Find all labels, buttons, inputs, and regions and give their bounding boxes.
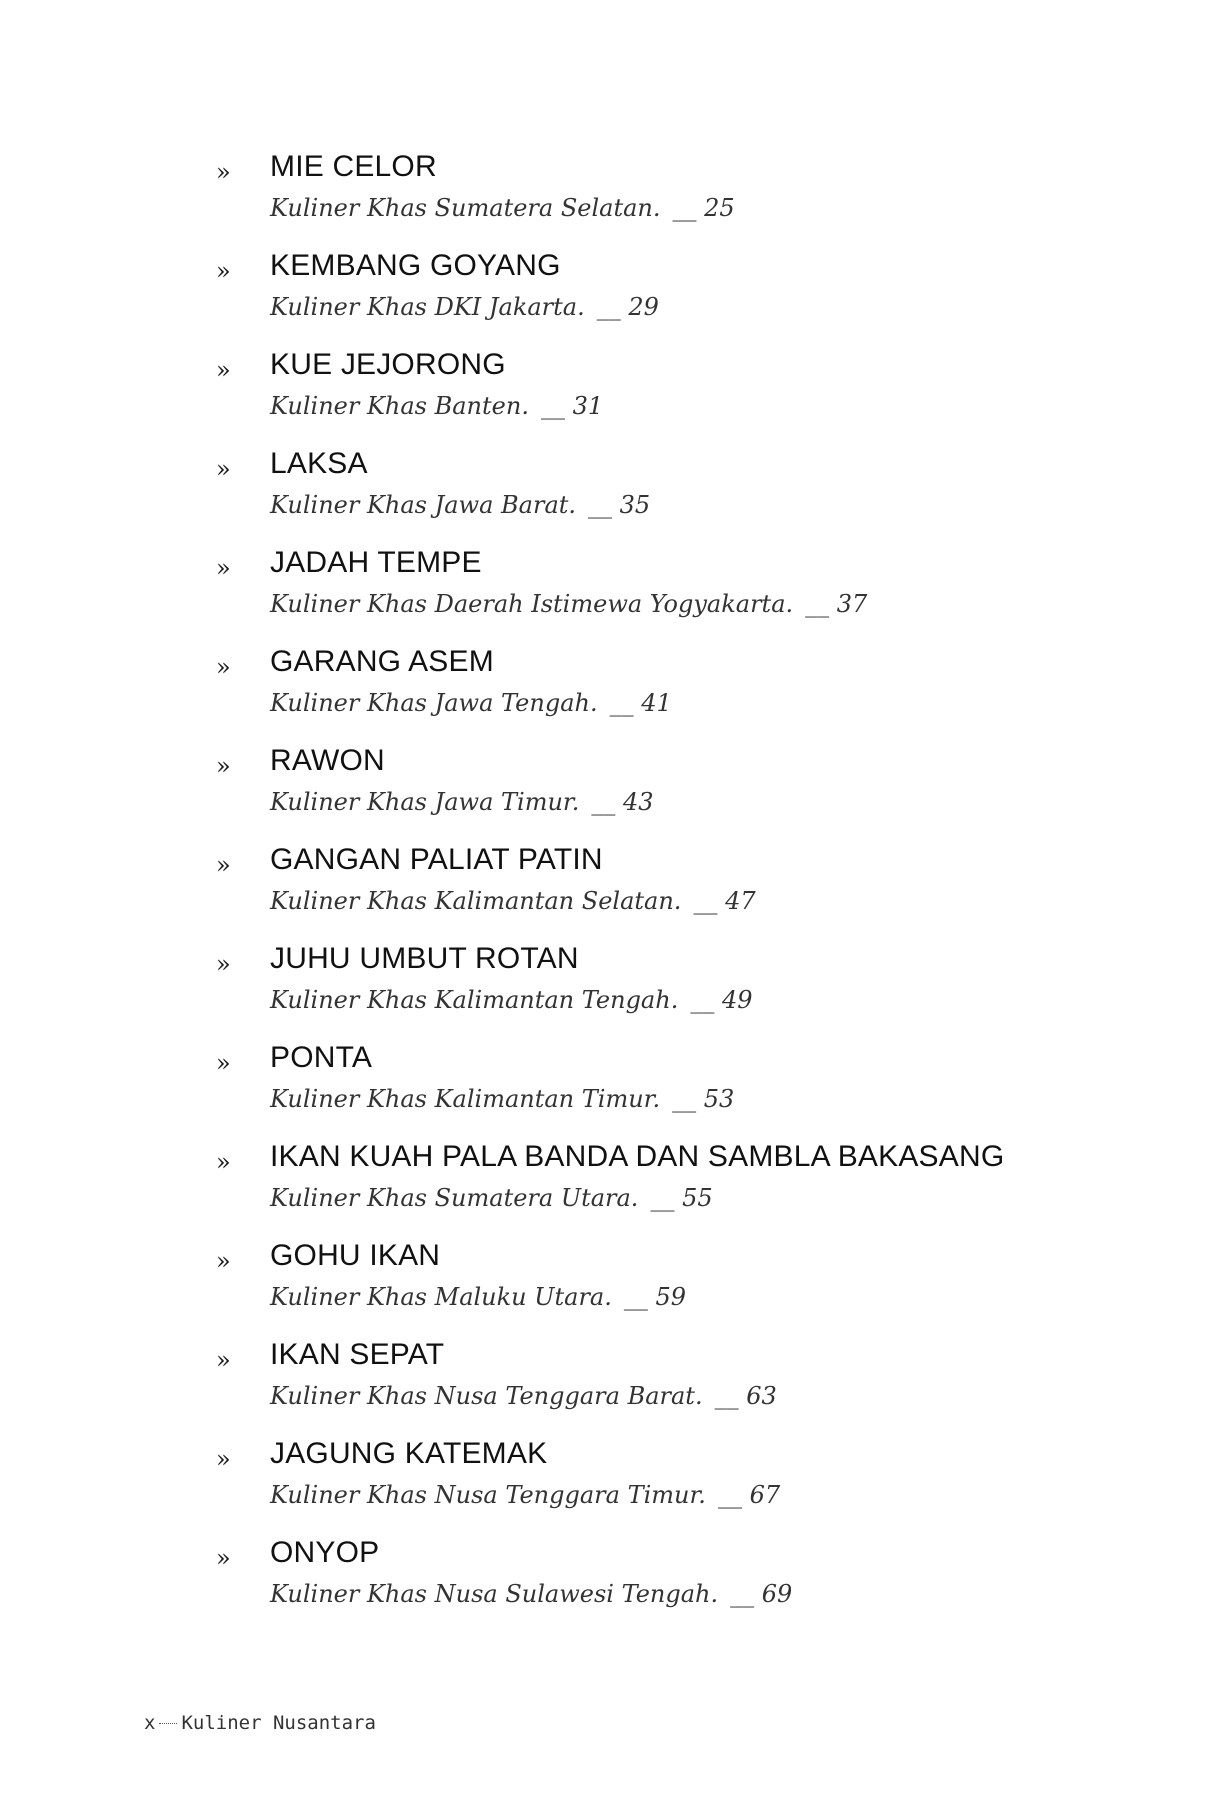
entry-title: GOHU IKAN [270,1239,441,1272]
entry-page: __ 41 [609,689,672,717]
bullet-icon: » [216,455,231,483]
entry-page: __ 59 [623,1283,687,1311]
entry-title: GANGAN PALIAT PATIN [270,843,603,876]
entry-description [270,887,756,915]
entry-description [270,293,659,321]
entry-page: __ 29 [596,293,659,321]
entry-page: __ 31 [540,392,604,420]
entry-description [270,1382,777,1410]
entry-description [270,1481,780,1509]
entry-page: __ 69 [730,1580,793,1608]
entry-region: Kuliner Khas Nusa Sulawesi Tengah. [270,1580,719,1608]
bullet-icon: » [216,1247,231,1275]
entry-region: Kuliner Khas Banten. [270,392,529,420]
bullet-icon: » [216,752,231,780]
entry-region: Kuliner Khas Kalimantan Selatan. [270,887,682,915]
bullet-icon: » [216,356,231,384]
toc-entry [0,249,1221,349]
entry-title: PONTA [270,1041,373,1074]
entry-title: KUE JEJORONG [270,348,506,381]
entry-description [270,1184,713,1212]
bullet-icon: » [216,1445,231,1473]
entry-page: __ 67 [717,1481,781,1509]
entry-page: __ 63 [714,1382,777,1410]
entry-page: __ 49 [690,986,753,1014]
bullet-icon: » [216,257,231,285]
entry-region: Kuliner Khas Nusa Tenggara Barat. [270,1382,703,1410]
entry-page: __ 47 [693,887,756,915]
entry-description [270,1283,686,1311]
entry-description [270,689,672,717]
toc-entry [0,843,1221,943]
dotted-separator [159,1723,177,1724]
entry-title: LAKSA [270,447,368,480]
entry-region: Kuliner Khas Daerah Istimewa Yogyakarta. [270,590,794,618]
toc-entry [0,744,1221,844]
toc-entry [0,348,1221,448]
toc-entry [0,1041,1221,1141]
bullet-icon: » [216,158,231,186]
entry-description [270,986,753,1014]
entry-region: Kuliner Khas Jawa Barat. [270,491,577,519]
bullet-icon: » [216,1049,231,1077]
entry-page: __ 55 [650,1184,713,1212]
entry-title: JUHU UMBUT ROTAN [270,942,579,975]
bullet-icon: » [216,554,231,582]
toc-entry [0,1140,1221,1240]
page-footer [144,1712,376,1734]
toc-entry [0,150,1221,250]
entry-region: Kuliner Khas Kalimantan Tengah. [270,986,679,1014]
entry-region: Kuliner Khas Sumatera Utara. [270,1184,639,1212]
toc-entry [0,1536,1221,1636]
entry-description [270,194,735,222]
entry-description [270,590,867,618]
bullet-icon: » [216,653,231,681]
entry-page: __ 37 [805,590,868,618]
entry-title: GARANG ASEM [270,645,494,678]
entry-title: JADAH TEMPE [270,546,482,579]
entry-title: ONYOP [270,1536,380,1569]
entry-region: Kuliner Khas Nusa Tenggara Timur. [270,1481,706,1509]
entry-title: IKAN SEPAT [270,1338,445,1371]
entry-description [270,491,650,519]
entry-page: __ 53 [672,1085,735,1113]
entry-region: Kuliner Khas Maluku Utara. [270,1283,612,1311]
entry-title: MIE CELOR [270,150,437,183]
bullet-icon: » [216,1544,231,1572]
entry-region: Kuliner Khas Jawa Timur. [270,788,580,816]
entry-description [270,392,603,420]
entry-region: Kuliner Khas Sumatera Selatan. [270,194,661,222]
toc-entry [0,1338,1221,1438]
entry-description [270,1085,734,1113]
entry-description [270,1580,792,1608]
toc-entry [0,942,1221,1042]
entry-region: Kuliner Khas Kalimantan Timur. [270,1085,661,1113]
entry-region: Kuliner Khas Jawa Tengah. [270,689,598,717]
toc-entry [0,645,1221,745]
entry-title: RAWON [270,744,385,777]
entry-page: __ 43 [591,788,654,816]
entry-title: IKAN KUAH PALA BANDA DAN SAMBLA BAKASANG [270,1140,1005,1173]
toc-entry [0,546,1221,646]
entry-region: Kuliner Khas DKI Jakarta. [270,293,585,321]
entry-description [270,788,654,816]
bullet-icon: » [216,950,231,978]
entry-page: __ 25 [672,194,735,222]
entry-title: JAGUNG KATEMAK [270,1437,548,1470]
entry-page: __ 35 [588,491,651,519]
bullet-icon: » [216,851,231,879]
footer-page-number: x [144,1712,156,1734]
entry-title: KEMBANG GOYANG [270,249,561,282]
footer-book-title: Kuliner Nusantara [181,1712,376,1734]
toc-entry [0,447,1221,547]
toc-entry [0,1437,1221,1537]
bullet-icon: » [216,1346,231,1374]
toc-entry [0,1239,1221,1339]
bullet-icon: » [216,1148,231,1176]
